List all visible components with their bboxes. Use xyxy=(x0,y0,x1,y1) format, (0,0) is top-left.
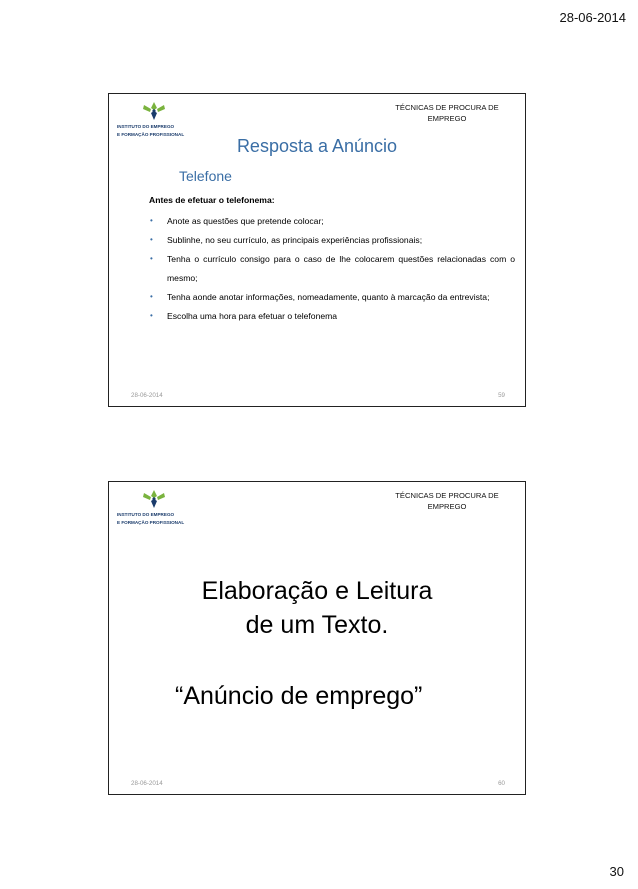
bullet-text: Tenha o currículo consigo para o caso de lhe colocarem questões relacionadas com o mesmo; xyxy=(167,254,515,283)
footer-date: 28-06-2014 xyxy=(131,392,163,399)
bullet-text: Escolha uma hora para efetuar o telefonema xyxy=(167,310,338,321)
slide-subtitle: Telefone xyxy=(179,168,232,184)
logo-text-line2: E FORMAÇÃO PROFISSIONAL xyxy=(117,519,185,525)
slide-title xyxy=(109,574,525,642)
bullet-icon: • xyxy=(150,254,153,263)
bullet-list xyxy=(149,212,515,325)
slide-59 xyxy=(108,93,526,407)
bullet-icon: • xyxy=(150,310,153,320)
bullet-text: Tenha aonde anotar informações, nomeadamente, quanto à marcação da entrevista; xyxy=(167,291,490,302)
slide-quote: “Anúncio de emprego” xyxy=(175,682,423,710)
bullet-icon: • xyxy=(150,235,153,244)
bullet-text: Anote as questões que pretende colocar; xyxy=(167,216,324,226)
bullet-icon: • xyxy=(150,291,153,301)
logo-text-line1: INSTITUTO DO EMPREGO xyxy=(117,512,175,517)
list-item xyxy=(149,250,515,287)
slide-title: Resposta a Anúncio xyxy=(236,136,398,156)
logo-text-line1: INSTITUTO DO EMPREGO xyxy=(117,124,175,129)
bullet-icon: • xyxy=(150,216,153,225)
slide-title-line1: Elaboração e Leitura xyxy=(201,577,433,605)
header-title: TÉCNICAS DE PROCURA DE EMPREGO xyxy=(395,491,499,511)
footer-date: 28-06-2014 xyxy=(131,780,163,787)
slide-body xyxy=(149,195,515,326)
slide-title-line2: de um Texto. xyxy=(245,611,389,639)
slide-60 xyxy=(108,481,526,795)
bullet-text: Sublinhe, no seu currículo, as principais experiências profissionais; xyxy=(167,235,423,245)
footer-slide-number: 60 xyxy=(498,780,505,787)
page-date: 28-06-2014 xyxy=(559,10,626,25)
list-item xyxy=(149,307,515,326)
iefp-logo xyxy=(117,488,191,525)
list-item xyxy=(149,288,515,307)
iefp-logo-icon xyxy=(141,100,167,122)
footer-slide-number: 59 xyxy=(498,392,505,399)
iefp-logo-icon xyxy=(141,488,167,510)
header-title: TÉCNICAS DE PROCURA DE EMPREGO xyxy=(395,103,499,123)
list-item xyxy=(149,212,515,231)
logo-text-line2: E FORMAÇÃO PROFISSIONAL xyxy=(117,131,185,137)
intro-text: Antes de efetuar o telefonema: xyxy=(149,195,275,205)
list-item xyxy=(149,231,515,250)
page-number: 30 xyxy=(609,864,624,879)
iefp-logo xyxy=(117,100,191,137)
